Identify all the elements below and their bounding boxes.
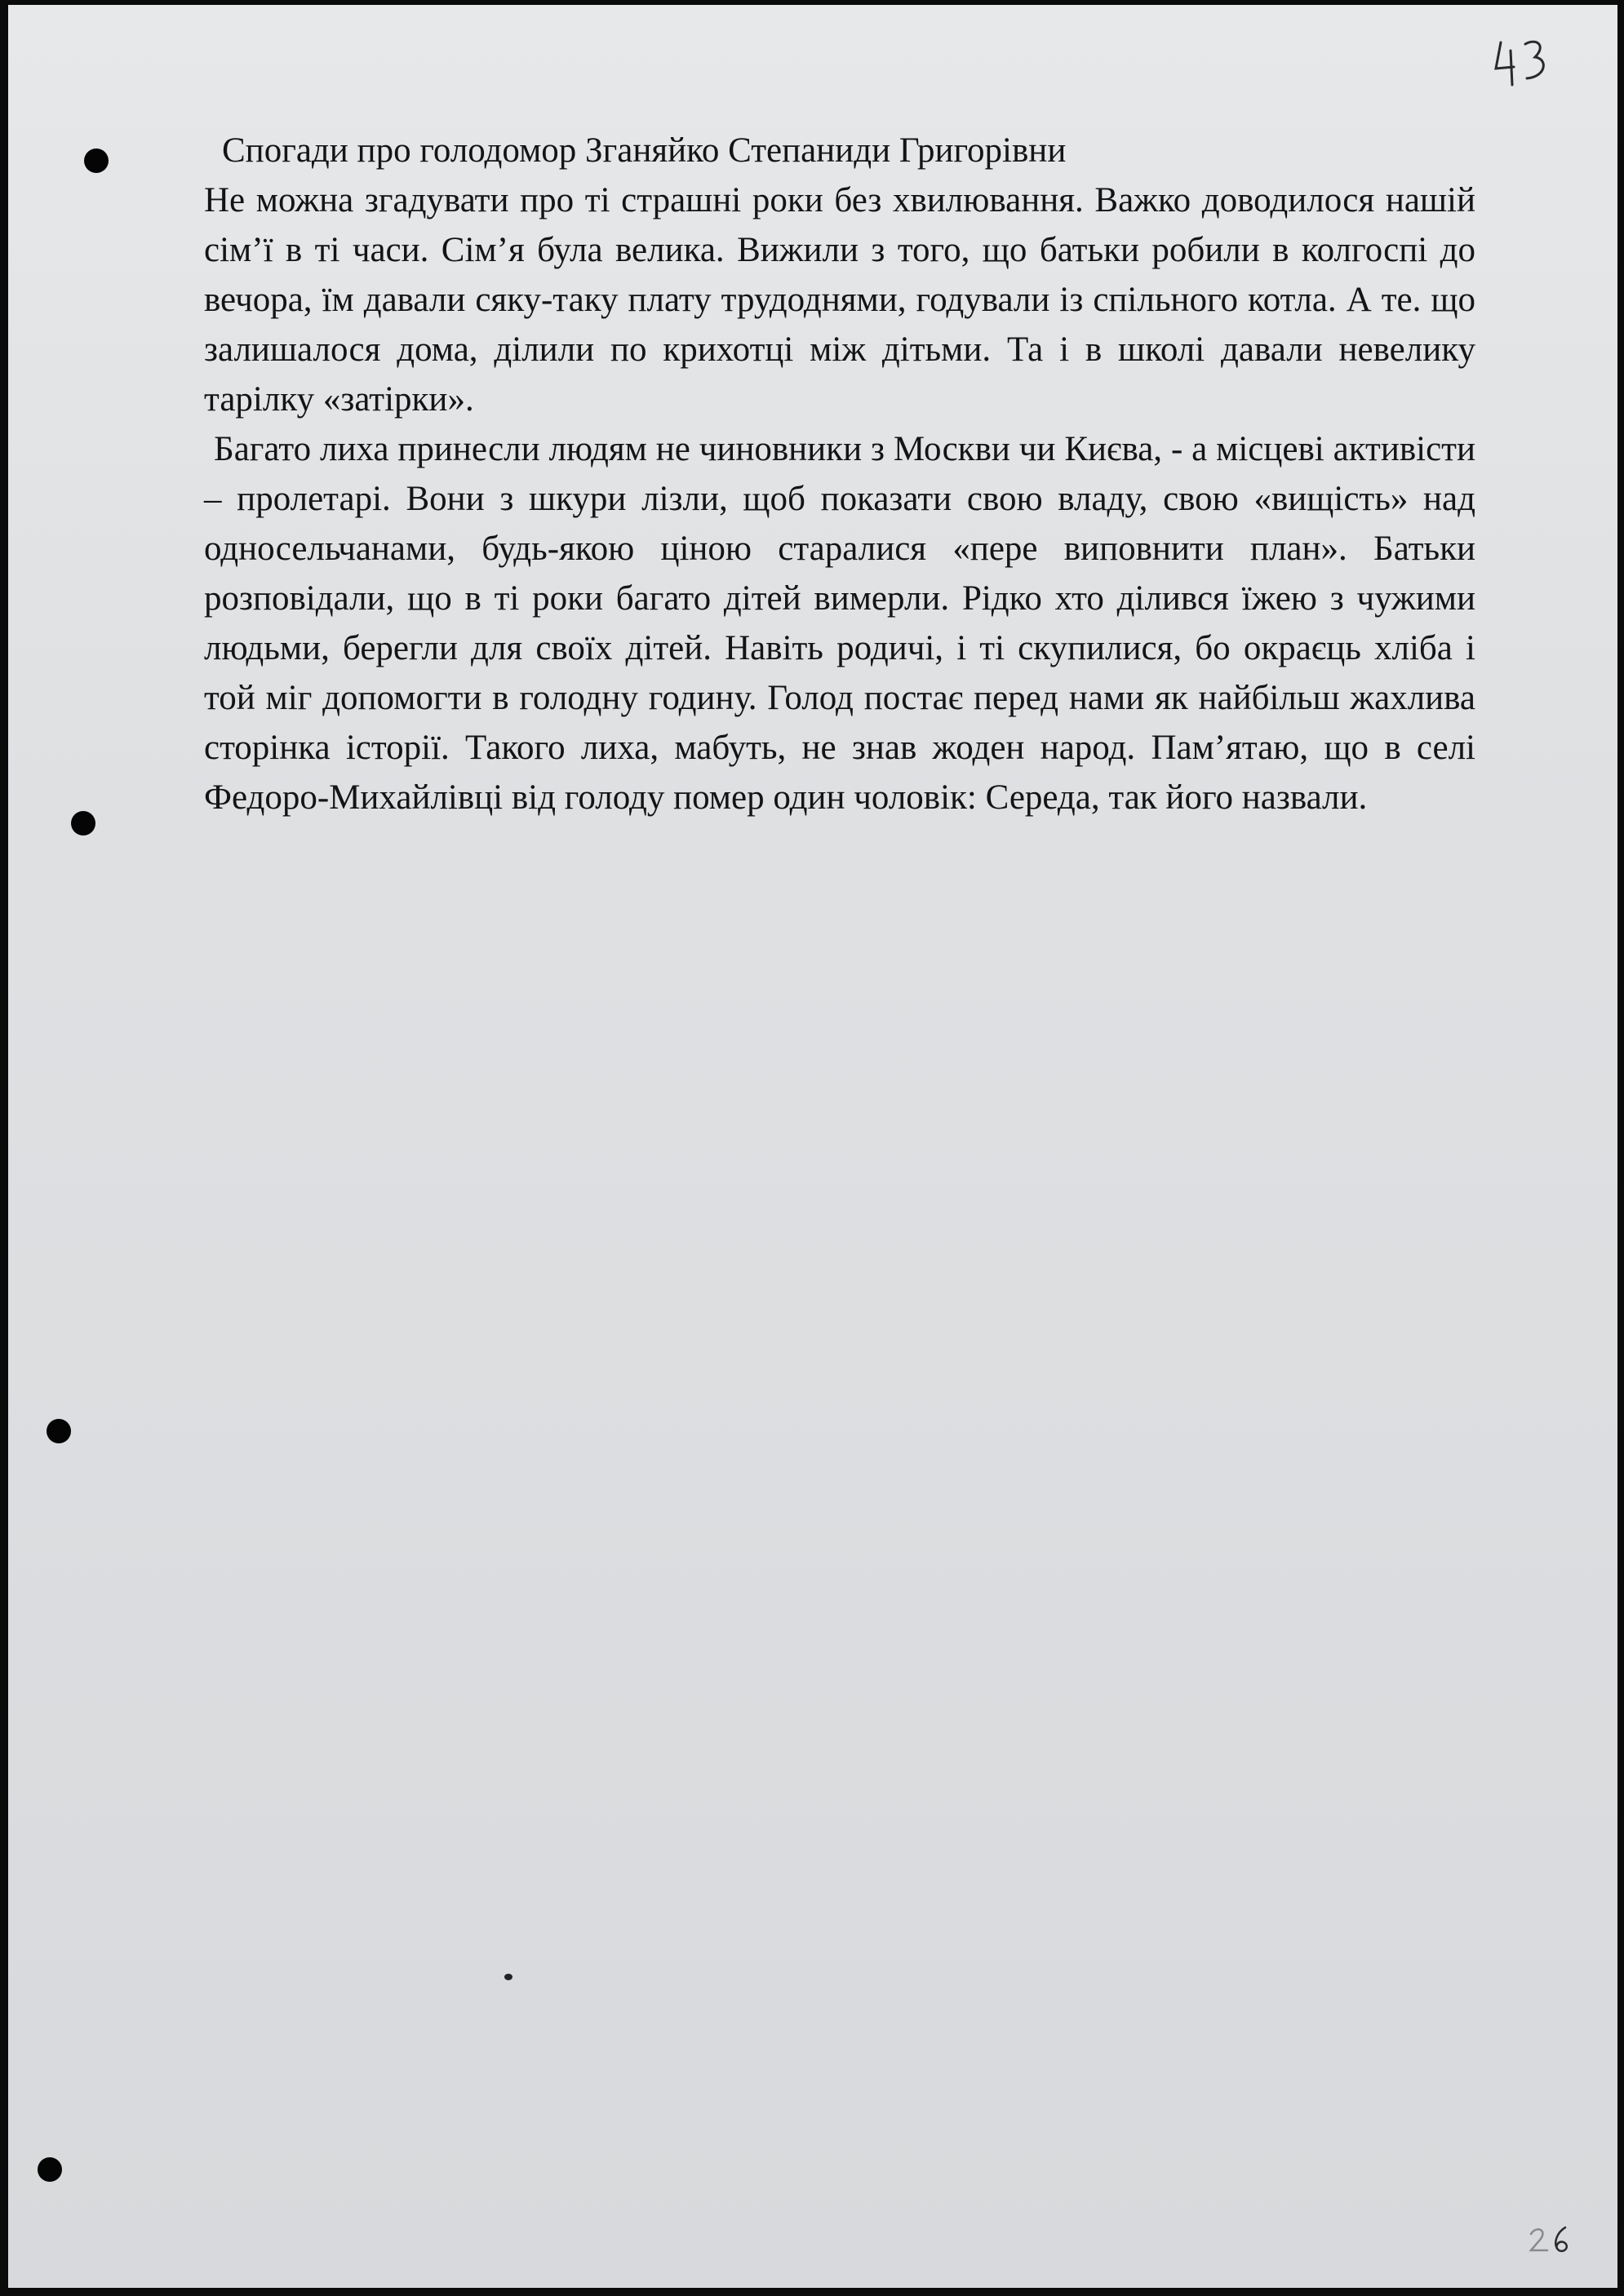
handwritten-bottom-number xyxy=(1526,2223,1575,2263)
punch-hole xyxy=(71,811,95,836)
punch-hole xyxy=(84,148,109,173)
punch-hole xyxy=(47,1419,71,1443)
handwritten-page-number-glyph xyxy=(1489,34,1555,91)
paragraph-2: Багато лиха принесли людям не чиновники з Москви чи Києва, - а місцеві активісти – пролетарі. Вони з шкури лізли, щоб показати свою владу, свою «вищість» над односельчанами, будь-якою ціною старалися «пере виповнити план». Батьки розповідали, що в ті роки багато дітей вимерли. Рідко хто ділився їжею з чужими людьми, берегли для своїх дітей. Навіть родичі, і ті скупилися, бо окраєць хліба і той міг допомогти в голодну годину. Голод постає перед нами як найбільш жахлива сторінка історії. Такого лиха, мабуть, не знав жоден народ. Пам’ятаю, що в селі Федоро-Михайлівці від голоду помер один чоловік: Середа, так його назвали. xyxy=(204,430,1475,817)
paragraph-1: Не можна згадувати про ті страшні роки без хвилювання. Важко доводилося нашій сім’ї в ті часи. Сім’я була велика. Вижили з того, що батьки робили в колгоспі до вечора, їм давали сяку-таку плату трудоднями, годували із спільного котла. А те. що залишалося дома, ділили по крихотці між дітьми. Та і в школі давали невелику тарілку «затірки». xyxy=(204,181,1475,419)
handwritten-bottom-number-glyph xyxy=(1526,2223,1575,2255)
document-title: Спогади про голодомор Зганяйко Степаниди Григорівни xyxy=(222,131,1067,170)
document-page xyxy=(8,5,1617,2288)
punch-hole xyxy=(38,2157,62,2182)
handwritten-page-number xyxy=(1489,34,1555,91)
document-body xyxy=(204,126,1475,822)
paper-speck xyxy=(504,1974,512,1980)
